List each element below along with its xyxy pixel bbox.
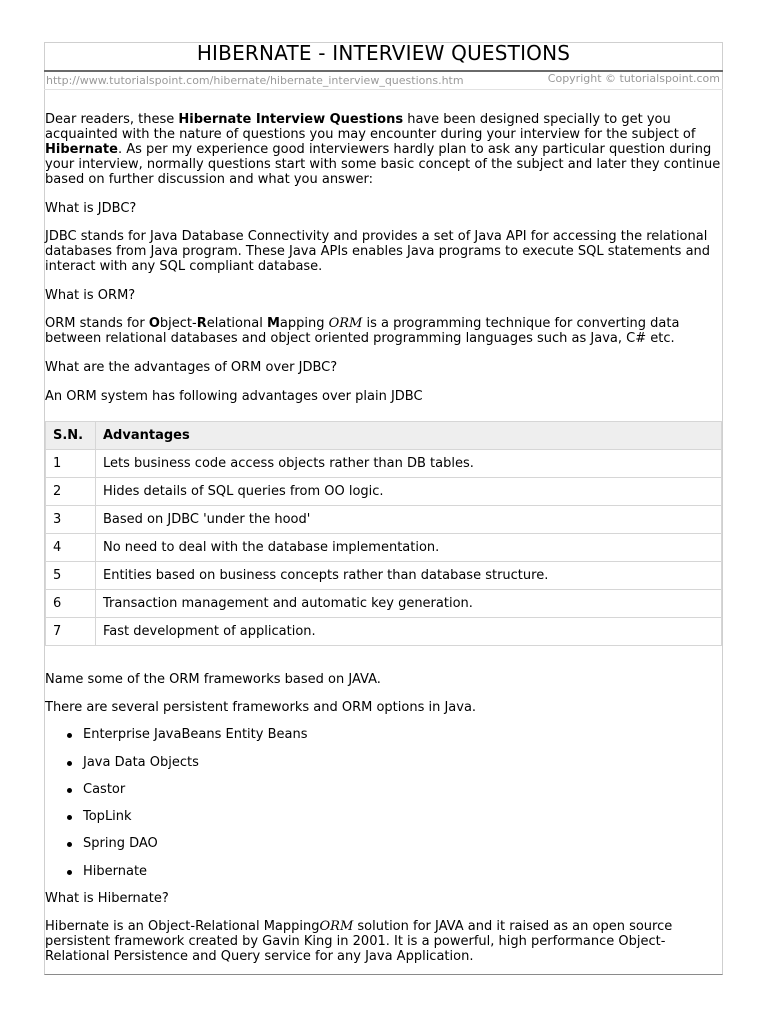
column-header-sn: S.N. xyxy=(46,422,96,450)
table-cell-sn: 4 xyxy=(46,534,96,562)
list-item: Castor xyxy=(45,782,721,797)
table-cell-advantage: No need to deal with the database implementation. xyxy=(96,534,722,562)
question-orm: What is ORM? xyxy=(45,288,136,303)
answer-orm: ORM stands for Object-Relational Mapping ORM is a programming technique for converting data between relational databases and object oriented programming languages such as Java, C# etc. xyxy=(45,316,680,346)
list-item: Enterprise JavaBeans Entity Beans xyxy=(45,727,721,742)
table-cell-sn: 6 xyxy=(46,590,96,618)
bullet-icon xyxy=(67,761,72,766)
question-frameworks: Name some of the ORM frameworks based on JAVA. xyxy=(45,672,381,687)
page-title: HIBERNATE - INTERVIEW QUESTIONS xyxy=(44,42,723,72)
table-cell-sn: 2 xyxy=(46,478,96,506)
table-row xyxy=(46,618,722,646)
bullet-icon xyxy=(67,733,72,738)
table-cell-advantage: Based on JDBC 'under the hood' xyxy=(96,506,722,534)
table-cell-sn: 1 xyxy=(46,450,96,478)
answer-advantages: An ORM system has following advantages over plain JDBC xyxy=(45,389,423,404)
source-line xyxy=(46,74,722,88)
table-cell-advantage: Hides details of SQL queries from OO logic. xyxy=(96,478,722,506)
table-row xyxy=(46,506,722,534)
main-content xyxy=(45,112,721,404)
question-jdbc: What is JDBC? xyxy=(45,201,137,216)
header-divider xyxy=(44,89,723,90)
bullet-icon xyxy=(67,788,72,793)
column-header-advantages: Advantages xyxy=(96,422,722,450)
table-cell-advantage: Transaction management and automatic key generation. xyxy=(96,590,722,618)
question-advantages: What are the advantages of ORM over JDBC? xyxy=(45,360,338,375)
answer-frameworks: There are several persistent frameworks and ORM options in Java. xyxy=(45,700,477,715)
frameworks-list xyxy=(45,727,721,878)
table-cell-advantage: Entities based on business concepts rather than database structure. xyxy=(96,562,722,590)
table-header-row xyxy=(46,422,722,450)
list-item: Hibernate xyxy=(45,864,721,879)
table-row xyxy=(46,450,722,478)
advantages-table xyxy=(45,421,722,646)
table-cell-sn: 5 xyxy=(46,562,96,590)
table-cell-advantage: Lets business code access objects rather than DB tables. xyxy=(96,450,722,478)
source-url[interactable]: http://www.tutorialspoint.com/hibernate/hibernate_interview_questions.htm xyxy=(46,74,464,87)
table-cell-sn: 7 xyxy=(46,618,96,646)
list-item: TopLink xyxy=(45,809,721,824)
list-item: Spring DAO xyxy=(45,836,721,851)
question-hibernate: What is Hibernate? xyxy=(45,890,169,906)
intro-paragraph: Dear readers, these Hibernate Interview Questions have been designed specially to get you acquainted with the nature of questions you may encounter during your interview for the subject of Hibernate. As per my experience good interviewers hardly plan to ask any particular question during your interview, normally questions start with some basic concept of the subject and later they continue based on further discussion and what you answer: xyxy=(45,112,721,187)
table-cell-sn: 3 xyxy=(46,506,96,534)
table-cell-advantage: Fast development of application. xyxy=(96,618,722,646)
copyright-notice: Copyright © tutorialspoint.com xyxy=(547,72,720,85)
table-row xyxy=(46,562,722,590)
table-row xyxy=(46,534,722,562)
bullet-icon xyxy=(67,842,72,847)
answer-hibernate: Hibernate is an Object-Relational MappingORM solution for JAVA and it raised as an open source persistent framework created by Gavin King in 2001. It is a powerful, high performance Object-Relational Persistence and Query service for any Java Application. xyxy=(45,918,673,964)
table-row xyxy=(46,478,722,506)
table-row xyxy=(46,590,722,618)
answer-jdbc: JDBC stands for Java Database Connectivity and provides a set of Java API for accessing the relational databases from Java program. These Java APIs enables Java programs to execute SQL statements and interact with any SQL compliant database. xyxy=(45,229,711,274)
frameworks-section xyxy=(45,672,721,964)
list-item: Java Data Objects xyxy=(45,755,721,770)
bullet-icon xyxy=(67,815,72,820)
bullet-icon xyxy=(67,870,72,875)
